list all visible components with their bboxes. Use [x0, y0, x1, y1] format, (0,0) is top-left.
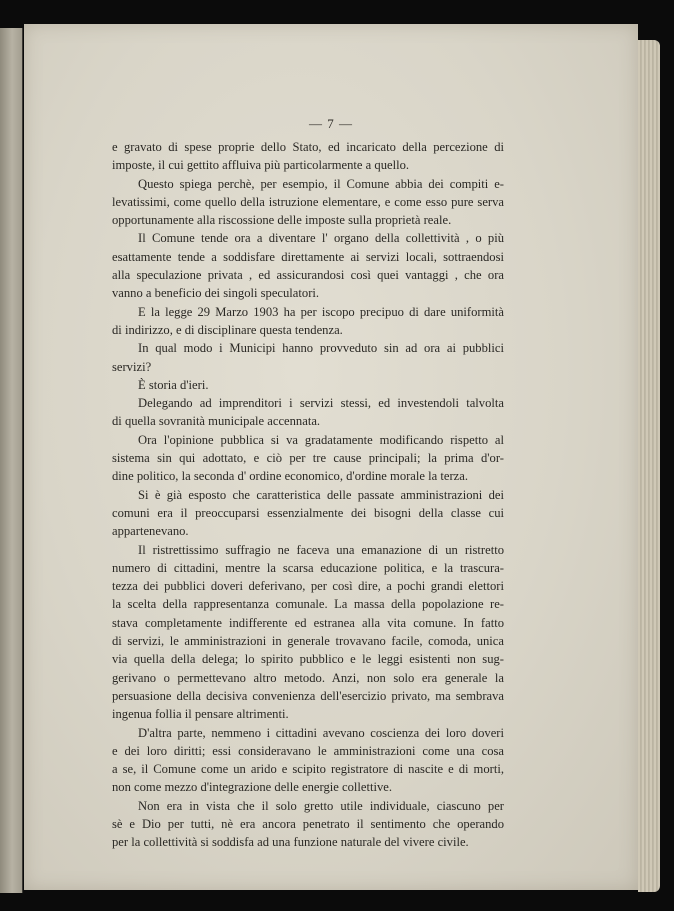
text-line: via quella della delega; lo spirito pubblico e le leggi esistenti non sug- — [112, 652, 504, 667]
text-line: tezza dei pubblici doveri deferivano, per così dire, a pochi grandi elettori — [112, 579, 504, 594]
text-line: e gravato di spese proprie dello Stato, ed incaricato della percezione di — [112, 140, 504, 154]
document-page — [24, 24, 638, 890]
text-line: gerivano o permettevano altro metodo. Anzi, non solo era generale la — [112, 670, 504, 685]
text-line: In qual modo i Municipi hanno provveduto sin ad ora ai pubblici — [138, 341, 504, 356]
text-line: Si è già esposto che caratteristica delle passate amministrazioni dei — [138, 487, 504, 502]
text-line: alla speculazione privata , ed assicurandosi così quei vantaggi , che ora — [112, 268, 504, 283]
adjacent-page-edge — [0, 28, 23, 893]
page-number: — 7 — — [309, 116, 353, 131]
text-line: Ora l'opinione pubblica si va gradatamente modificando rispetto al — [138, 432, 504, 447]
text-line: persuasione della decisiva convenienza dell'esercizio privato, ma sembrava — [112, 688, 504, 703]
text-line: sè e Dio per tutti, nè era ancora penetrato il sentimento che operando — [112, 816, 504, 831]
page-stack-edges — [638, 40, 660, 892]
text-line: non come mezzo d'integrazione delle energie collettive. — [112, 780, 393, 795]
text-line: D'altra parte, nemmeno i cittadini avevano coscienza dei loro doveri — [138, 725, 504, 740]
text-line: Questo spiega perchè, per esempio, il Comune abbia dei compiti e- — [138, 176, 504, 191]
text-line: e dei loro diritti; essi consideravano le amministrazioni come una cosa — [112, 743, 504, 758]
text-line: la scelta della rappresentanza comunale. La massa della popolazione re- — [112, 597, 504, 612]
text-line: numero di cittadini, mentre la scarsa educazione politica, e la trascura- — [112, 560, 504, 575]
text-line: servizi? — [112, 359, 152, 374]
text-line: Il Comune tende ora a diventare l' organo della collettività , o più — [138, 231, 504, 246]
text-line: vanno a beneficio dei singoli speculatori. — [112, 286, 320, 301]
text-line: imposte, il cui gettito affluiva più particolarmente a quello. — [112, 158, 410, 173]
text-line: Delegando ad imprenditori i servizi stessi, ed investendoli talvolta — [138, 396, 504, 411]
text-line: esattamente tende a soddisfare direttamente ai servizi locali, sottraendosi — [112, 249, 504, 264]
text-line: di quella sovranità municipale accennata. — [112, 414, 321, 429]
text-line: È storia d'ieri. — [138, 377, 209, 392]
text-line: Non era in vista che il solo gretto utile individuale, ciascuno per — [138, 798, 504, 813]
text-line: E la legge 29 Marzo 1903 ha per iscopo precipuo di dare uniformità — [138, 304, 504, 319]
text-line: levatissimi, come quello della istruzione elementare, e come esso pure serva — [112, 194, 504, 209]
text-line: stava completamente indifferente ed estranea alla vita comune. In fatto — [112, 615, 504, 630]
text-line: comuni era il preoccuparsi essenzialmente dei bisogni della classe cui — [112, 505, 504, 520]
text-line: di indirizzo, e di disciplinare questa tendenza. — [112, 322, 343, 337]
body-text — [112, 138, 504, 852]
text-line: Il ristrettissimo suffragio ne faceva una emanazione di un ristretto — [138, 542, 504, 557]
text-line: opportunamente alla riscossione delle imposte sulla proprietà reale. — [112, 213, 452, 228]
text-line: sistema sin qui adottato, e ciò per tre cause principali; la prima d'or- — [112, 451, 504, 466]
text-line: ingenua follia il pensare altrimenti. — [112, 707, 289, 722]
text-line: per la collettività si soddisfa ad una funzione naturale del vivere civile. — [112, 835, 469, 850]
text-line: a se, il Comune come un arido e scipito registratore di nascite e di morti, — [112, 762, 504, 777]
text-line: dine politico, la seconda d' ordine economico, d'ordine morale la terza. — [112, 469, 468, 484]
text-line: appartenevano. — [112, 524, 189, 539]
text-line: di servizi, le amministrazioni in generale trovavano facile, comoda, unica — [112, 634, 504, 649]
